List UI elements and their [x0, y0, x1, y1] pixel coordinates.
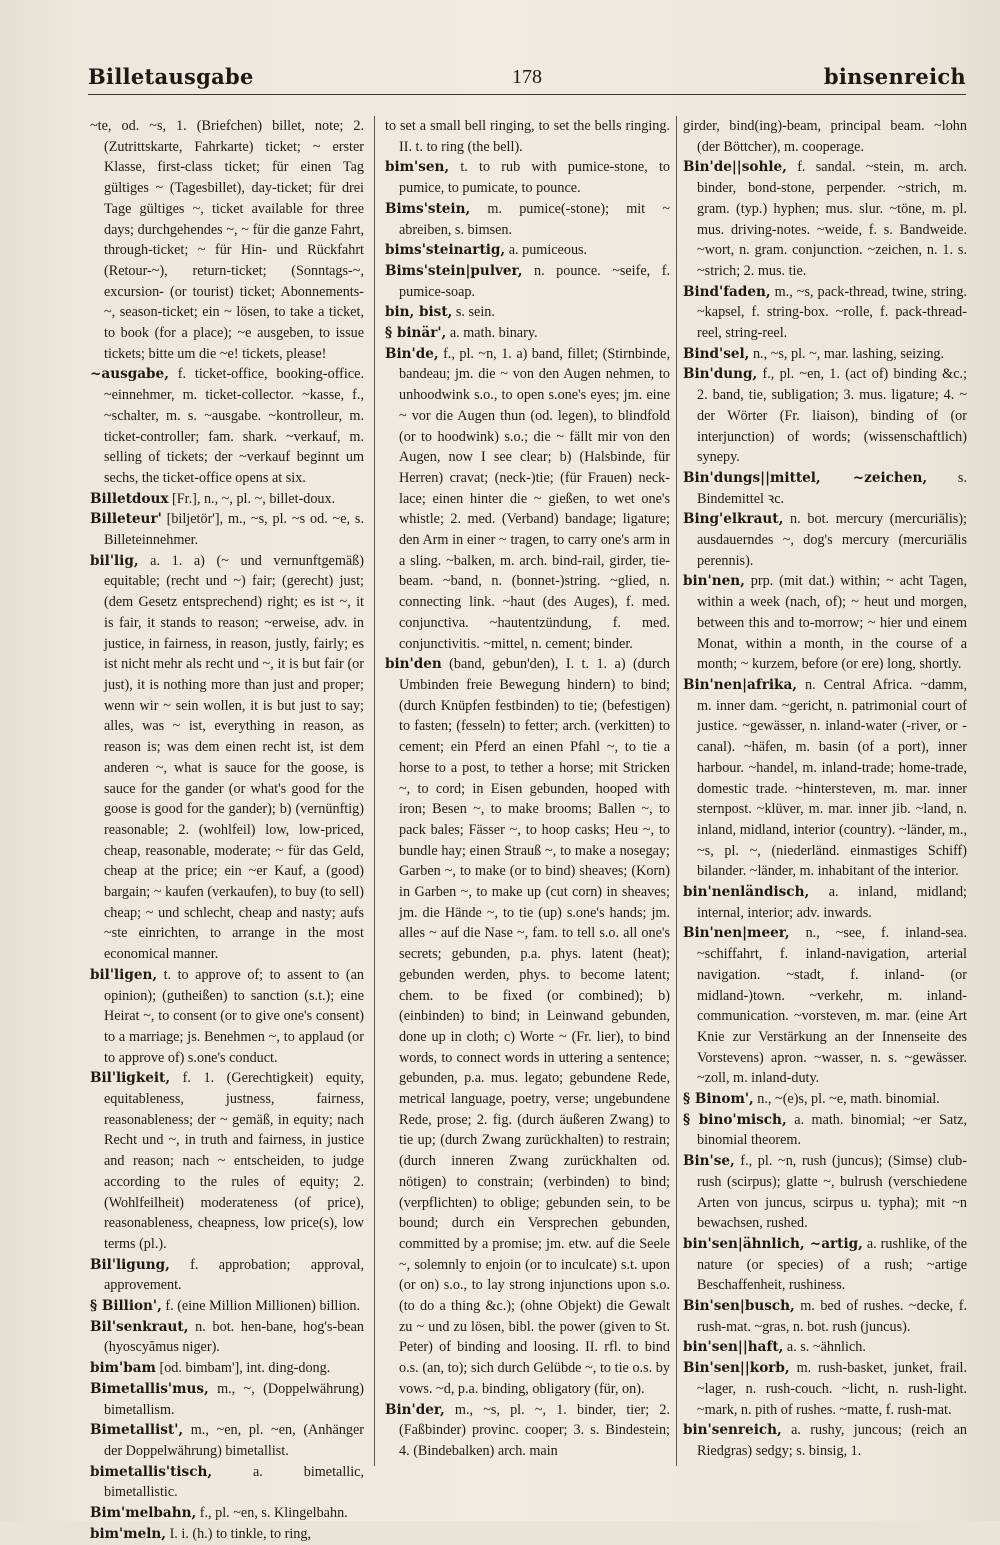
entry-definition: m., ~en, pl. ~en, (Anhänger der Doppelwährung) bimetallist.	[104, 1422, 364, 1459]
entry-definition: a. rushy, juncous; (reich an Riedgras) sedgy; s. binsig, 1.	[697, 1422, 967, 1459]
dictionary-entry	[385, 199, 670, 240]
entry-definition: n. pounce. ~seife, f. pumice-soap.	[399, 262, 670, 300]
entry-definition: n. bot. mercury (mercuriālis); ausdauerndes ~, dog's mercury (mercuriālis perennis).	[697, 511, 967, 569]
entry-headword: Bin'nen|meer,	[683, 925, 790, 942]
dictionary-entry	[90, 965, 364, 1069]
dictionary-entry	[683, 882, 967, 923]
entry-definition: f., pl. ~n, rush (juncus); (Simse) club-rush (scirpus); glatte ~, bulrush (verschiedene Arten von juncus, scirpus u. typha); mit ~n bewachsen, rushed.	[697, 1153, 967, 1232]
dictionary-entry	[683, 1358, 967, 1420]
entry-definition: s. sein.	[452, 304, 495, 321]
entry-headword: bin, bist,	[385, 304, 453, 321]
entry-headword: Bil'senkraut,	[90, 1318, 189, 1335]
entry-headword: bimetallis'tisch,	[90, 1463, 213, 1480]
dictionary-entry	[683, 1110, 967, 1151]
entry-headword: bin'sen||haft,	[683, 1339, 784, 1356]
entry-headword: Bim'melbahn,	[90, 1505, 197, 1522]
dictionary-entry	[683, 675, 967, 882]
dictionary-entry	[90, 116, 364, 364]
entry-definition: f. ticket-office, booking-office. ~einnehmer, m. ticket-collector. ~kasse, f., ~schalter, m. s. ~ausgabe. ~kontrolleur, m. ticket-controller; fam. shark. ~verkauf, m. selling of tickets; der ~verkauf beginnt um sechs, the ticket-office opens at six.	[104, 366, 364, 486]
entry-headword: Bin'der,	[385, 1401, 445, 1418]
entry-definition: m. pumice(-stone); mit ~ abreiben, s. bimsen.	[399, 200, 670, 238]
dictionary-entry	[683, 1089, 967, 1110]
column-1	[90, 116, 364, 1542]
entry-headword: bim'sen,	[385, 159, 450, 176]
dictionary-entry	[683, 116, 967, 157]
entry-definition: f., pl. ~en, s. Klingelbahn.	[196, 1505, 348, 1522]
entry-headword: § binär',	[385, 325, 447, 342]
entry-headword: bin'sen|ähnlich, ~artig,	[683, 1235, 863, 1252]
entry-headword: bims'steinartig,	[385, 242, 506, 259]
left-guide-word: Billetausgabe	[88, 64, 254, 89]
dictionary-entry	[385, 654, 670, 1399]
dictionary-entry	[683, 1420, 967, 1461]
entry-headword: ~ausgabe,	[90, 366, 169, 383]
entry-definition: f., pl. ~en, 1. (act of) binding &c.; 2. band, tie, subligation; 3. mus. ligature; 4. ~ der Wörter (Fr. liaison), binding of (or interjunction) of words; (wissenschaftlich) synepy.	[697, 366, 967, 466]
entry-definition: f. 1. (Gerechtigkeit) equity, equitableness, justness, fairness, reasonableness; der ~ gemäß, in equity; nach Recht und ~, in truth and fairness, in justice and reason; nach ~ entscheiden, to judge according to the rules of equity; 2. (Wohlfeilheit) moderateness (of price), reasonableness, cheapness, low price(s), low terms (pl.).	[104, 1070, 364, 1252]
entry-headword: bim'meln,	[90, 1525, 167, 1542]
dictionary-entry	[90, 1296, 364, 1317]
entry-definition: ~te, od. ~s, 1. (Briefchen) billet, note; 2. (Zutrittskarte, Fahrkarte) ticket; ~ erster Klasse, first-class ticket; für einen Tag gültiges ~ (Tagesbillet), day-ticket; für drei Tage gültiges ~, ticket available for three days; durchgehendes ~, ~ für die ganze Fahrt, through-ticket; ~ für Hin- und Rückfahrt (Retour-~), return-ticket; (Sonntags-~, excursion- (or tourist) ticket; Abonnements-~, season-ticket; ein ~ lösen, to take a ticket, to book (for a place); ~e ausgeben, to issue tickets; bitte um die ~e! tickets, please!	[90, 118, 364, 362]
dictionary-entry	[90, 489, 364, 510]
dictionary-entry	[683, 923, 967, 1089]
dictionary-entry	[385, 302, 670, 323]
entry-headword: Bims'stein,	[385, 200, 471, 217]
page-number: 178	[512, 66, 542, 88]
dictionary-entry	[683, 1337, 967, 1358]
dictionary-entry	[90, 551, 364, 965]
entry-definition: s. Bindemittel ꝛc.	[697, 469, 967, 507]
entry-headword: Bin'sen|busch,	[683, 1298, 795, 1315]
entry-definition: I. i. (h.) to tinkle, to ring,	[166, 1525, 312, 1542]
dictionary-entry	[90, 1317, 364, 1358]
dictionary-entry	[90, 1420, 364, 1461]
dictionary-entry	[683, 1151, 967, 1234]
entry-definition: a. math. binomial; ~er Satz, binomial theorem.	[697, 1111, 968, 1149]
entry-headword: bin'senreich,	[683, 1422, 782, 1439]
dictionary-entry	[385, 323, 670, 344]
right-guide-word: binsenreich	[823, 64, 966, 89]
entry-definition: m., ~, (Doppelwährung) bimetallism.	[104, 1380, 364, 1418]
column-divider	[374, 116, 375, 1466]
entry-headword: Bin'sen||korb,	[683, 1360, 790, 1377]
entry-definition: a. 1. a) (~ und vernunftgemäß) equitable; (recht und ~) fair; (gerecht) just; (dem Gesetz entsprechend) right; es ist ~, it is fair, it stands to reason; ~erweise, adv. in justice, in fairness, in reason, justly, fairly; es ist nicht mehr als recht und ~, it is but fair (or just), it is nothing more than just and proper; wenn wir ~ sein wollen, it is but just to say; alles, was ~ ist, everything in reason, as reason is; was dem einen recht ist, ist dem anderen ~, what is sauce for the goose, is sauce for the gander (or what's good for the goose is good for the gander); b) (vernünftig) reasonable; 2. (wohlfeil) low, low-priced, cheap, reasonable, moderate; ~ für das Geld, cheap at the price; ein ~er Kauf, a (good) bargain; ~ kaufen (verkaufen), to buy (to sell) cheap; ~ und schlecht, cheap and nasty; aufs ~ste einrichten, to arrange in the most economical manner.	[104, 552, 364, 963]
column-3	[683, 116, 967, 1466]
dictionary-entry	[90, 1358, 364, 1379]
entry-definition: t. to approve of; to assent to (an opinion); (gutheißen) to sanction (s.t.); eine Heirat ~, to consent (or to give one's consent) to a marriage; js. Benehmen ~, to applaud (or to approve of) s.one's conduct.	[104, 966, 364, 1066]
dictionary-entry	[385, 240, 670, 261]
entry-definition: (band, gebun'den), I. t. 1. a) (durch Umbinden freie Bewegung hindern) to bind; (durch Knüpfen festbinden) to tie; (befestigen) to fasten; (fesseln) to fetter; arch. (verkitten) to cement; ein Pferd an einen Pfahl ~, to tie a horse to a post, to tether a horse; mit Stricken ~, to cord; in Eisen gebunden, hooped with iron; Besen ~, to make brooms; Ballen ~, to pack bales; Fässer ~, to hoop casks; Heu ~, to bundle hay; einen Strauß ~, to make a nosegay; Garben ~, to make (or to bind) sheaves; (Korn) in Garben ~, to make up (cut corn) in sheaves; jm. die Hände ~, to tie (up) s.one's hands; jm. alles ~ auf die Nase ~, fam. to tell s.o. all one's secrets; gebunden, p.a. phys. latent (heat); gebunden werden, phys. to become latent; chem. to be fixed (or combined); b) (einbinden) to bind; in Leinwand gebunden, done up in cloth; c) Worte ~ (Fr. lier), to bind words, to connect words in uttering a sentence; gebunden, p.a. mus. legato; gebundene Rede, metrical language, poetry, verse; ungebundene Rede, prose; 2. fig. (durch äußeren Zwang) to tie up; (durch Zwang zurückhalten) to restrain; (durch inneren Zwang zurückhalten od. nötigen) to constrain; (verbinden) to bind; (verpflichten) to oblige; gebunden sein, to be bound; durch ein Versprechen gebunden, committed by a promise; jm. etw. auf die Seele ~, solemnly to enjoin (or to inculcate) s.t. upon (or on) s.o., to lay strong injunctions upon s.o. (to do a thing &c.); (ohne Objekt) die Gewalt zu ~ und zu lösen, bibl. the power (given to St. Peter) of binding and loosing. II. rfl. to bind o.s. (an, to); sich durch Gelübde ~, to tie o.s. by vows. ~d, p.a. binding, obligatory (für, on).	[399, 656, 670, 1397]
dictionary-entry	[683, 344, 967, 365]
entry-headword: Bing'elkraut,	[683, 511, 784, 528]
entry-headword: bin'nenländisch,	[683, 884, 810, 901]
entry-definition: to set a small bell ringing, to set the bells ringing. II. t. to ring (the bell).	[385, 118, 670, 155]
dictionary-entry	[90, 1255, 364, 1296]
dictionary-entry	[385, 261, 670, 302]
entry-definition: prp. (mit dat.) within; ~ acht Tagen, within a week (nach, of); ~ heut und morgen, between this and to-morrow; ~ hier und einem Monat, within a month, in the course of a month; ~ kurzem, before (or ere) long, shortly.	[697, 573, 967, 673]
entry-definition: f. approbation; approval, approvement.	[104, 1256, 364, 1294]
dictionary-entry	[90, 1524, 364, 1545]
entry-definition: n., ~(e)s, pl. ~e, math. binomial.	[753, 1091, 940, 1108]
entry-definition: [Fr.], n., ~, pl. ~, billet-doux.	[168, 490, 336, 507]
entry-headword: bil'ligen,	[90, 966, 158, 983]
entry-headword: Bin'se,	[683, 1153, 735, 1170]
entry-headword: Bin'dung,	[683, 366, 758, 383]
dictionary-entry	[385, 157, 670, 198]
entry-definition: m., ~s, pack-thread, twine, string. ~kapsel, f. string-box. ~rolle, f. pack-thread-reel, string-reel.	[697, 283, 967, 342]
entry-definition: n. Central Africa. ~damm, m. inner dam. ~gericht, n. patrimonial court of justice. ~gewässer, n. inland-water (-river, or -canal). ~häfen, m. basin (of a port), inner harbour. ~handel, m. inland-trade; home-trade, domestic trade. ~hintersteven, m. mar. inner sternpost. ~klüver, m. mar. inner jib. ~land, n. inland, midland, interior (country). ~länder, m., ~s, pl. ~, (niederländ. einmastiges Schiff) bilander. ~länder, m. inhabitant of the interior.	[697, 676, 967, 880]
dictionary-entry	[683, 364, 967, 468]
entry-definition: m., ~s, pl. ~, 1. binder, tier; 2. (Faßbinder) provinc. cooper; 3. s. Bindestein; 4. (Bindebalken) arch. main	[399, 1401, 670, 1459]
entry-definition: f. sandal. ~stein, m. arch. binder, bond-stone, perpender. ~strich, m. gram. (typ.) hyphen; mus. slur. ~töne, m. pl. mus. driving-notes. ~weide, f. s. Bandweide. ~wort, n. gram. conjunction. ~zeichen, n. 1. s. ~strich; 2. mus. tie.	[697, 159, 967, 279]
dictionary-entry	[683, 157, 967, 281]
dictionary-entry	[90, 364, 364, 488]
entry-definition: n. bot. hen-bane, hog's-bean (hyoscyămus niger).	[104, 1318, 364, 1356]
entry-headword: § Billion',	[90, 1298, 162, 1315]
dictionary-entry	[683, 282, 967, 344]
entry-headword: Bil'ligung,	[90, 1256, 170, 1273]
entry-headword: Bimetallist',	[90, 1422, 184, 1439]
dictionary-entry	[683, 1296, 967, 1337]
dictionary-entry	[90, 1503, 364, 1524]
entry-definition: a. math. binary.	[446, 325, 538, 342]
entry-definition: a. inland, midland; internal, interior; adv. inwards.	[697, 884, 967, 921]
entry-definition: n., ~s, pl. ~, mar. lashing, seizing.	[749, 345, 945, 362]
entry-definition: [biljetör'], m., ~s, pl. ~s od. ~e, s. Billeteinnehmer.	[104, 511, 364, 549]
entry-headword: bin'nen,	[683, 573, 745, 590]
entry-definition: f., pl. ~n, 1. a) band, fillet; (Stirnbinde, bandeau; jm. die ~ von den Augen nehmen, to unhoodwink s.o., to open s.one's eyes; jm. eine ~ vor die Augen thun (od. legen), to blindfold (or to hoodwink) s.o.; die ~ fällt mir von den Augen, now I see clear; b) (Halsbinde, für Herren) cravat; (neck-)tie; (für Frauen) neck-lace; einen hinter die ~ gießen, to wet one's whistle; 2. med. (Verband) bandage; ligature; den Arm in einer ~ tragen, to carry one's arm in a sling. ~balken, m. arch. bind-rail, girder, tie-beam. ~band, n. (bonnet-)string. ~glied, n. connecting link. ~haut (des Auges), f. med. conjunctiva. ~hautentzündung, f. med. conjunctivitis. ~mittel, n. cement; binder.	[399, 345, 670, 652]
entry-headword: bim'bam	[90, 1360, 156, 1377]
entry-headword: Bin'dungs||mittel, ~zeichen,	[683, 469, 928, 486]
dictionary-entry	[385, 344, 670, 655]
column-divider	[676, 116, 677, 1466]
entry-headword: Bin'nen|afrika,	[683, 676, 798, 693]
entry-definition: f. (eine Million Millionen) billion.	[161, 1298, 361, 1315]
entry-definition: a. bimetallic, bimetallistic.	[104, 1463, 364, 1501]
dictionary-entry	[90, 1068, 364, 1254]
dictionary-entry	[683, 1234, 967, 1296]
entry-definition: m. rush-basket, junket, frail. ~lager, n. rush-couch. ~licht, n. rush-light. ~mark, n. pith of rushes. ~matte, f. rush-mat.	[697, 1360, 967, 1418]
entry-headword: Bind'sel,	[683, 345, 750, 362]
entry-definition: a. s. ~ähnlich.	[783, 1339, 866, 1356]
entry-headword: Billetdoux	[90, 490, 169, 507]
dictionary-entry	[90, 1462, 364, 1503]
column-2	[385, 116, 670, 1466]
running-header	[88, 60, 966, 95]
entry-headword: § bino'misch,	[683, 1111, 787, 1128]
dictionary-entry	[385, 116, 670, 157]
entry-headword: § Binom',	[683, 1091, 754, 1108]
entry-headword: Bimetallis'mus,	[90, 1380, 209, 1397]
entry-headword: bin'den	[385, 656, 442, 673]
dictionary-entry	[90, 1379, 364, 1420]
entry-headword: Bims'stein|pulver,	[385, 262, 523, 279]
entry-definition: n., ~see, f. inland-sea. ~schiffahrt, f. inland-navigation, arterial navigation. ~stadt, f. inland- (or midland-)town. ~verkehr, m. inland-communication. ~vorsteven, m. mar. (eine Art Knie zur Verstärkung an der Innenseite des Vorstevens) apron. ~wasser, n. s. ~gewässer. ~zoll, m. inland-duty.	[697, 925, 967, 1087]
entry-definition: m. bed of rushes. ~decke, f. rush-mat. ~gras, n. bot. rush (juncus).	[697, 1298, 967, 1335]
entry-definition: a. pumiceous.	[505, 242, 588, 259]
entry-definition: a. rushlike, of the nature (or species) of a rush; ~artige Beschaffenheit, rushiness.	[697, 1235, 967, 1294]
entry-headword: Bind'faden,	[683, 283, 771, 300]
entry-headword: Bil'ligkeit,	[90, 1070, 171, 1087]
entry-headword: Bin'de,	[385, 345, 439, 362]
entry-headword: Bin'de||sohle,	[683, 159, 787, 176]
dictionary-entry	[683, 509, 967, 571]
entry-definition: [od. bimbam'], int. ding-dong.	[155, 1360, 331, 1377]
entry-definition: girder, bind(ing)-beam, principal beam. ~lohn (der Böttcher), m. cooperage.	[683, 118, 967, 155]
entry-headword: Billeteur'	[90, 511, 162, 528]
entry-headword: bil'lig,	[90, 552, 139, 569]
dictionary-entry	[90, 509, 364, 550]
dictionary-entry	[683, 468, 967, 509]
entry-definition: t. to rub with pumice-stone, to pumice, to pumicate, to pounce.	[399, 159, 670, 197]
dictionary-entry	[683, 571, 967, 675]
dictionary-entry	[385, 1400, 670, 1462]
